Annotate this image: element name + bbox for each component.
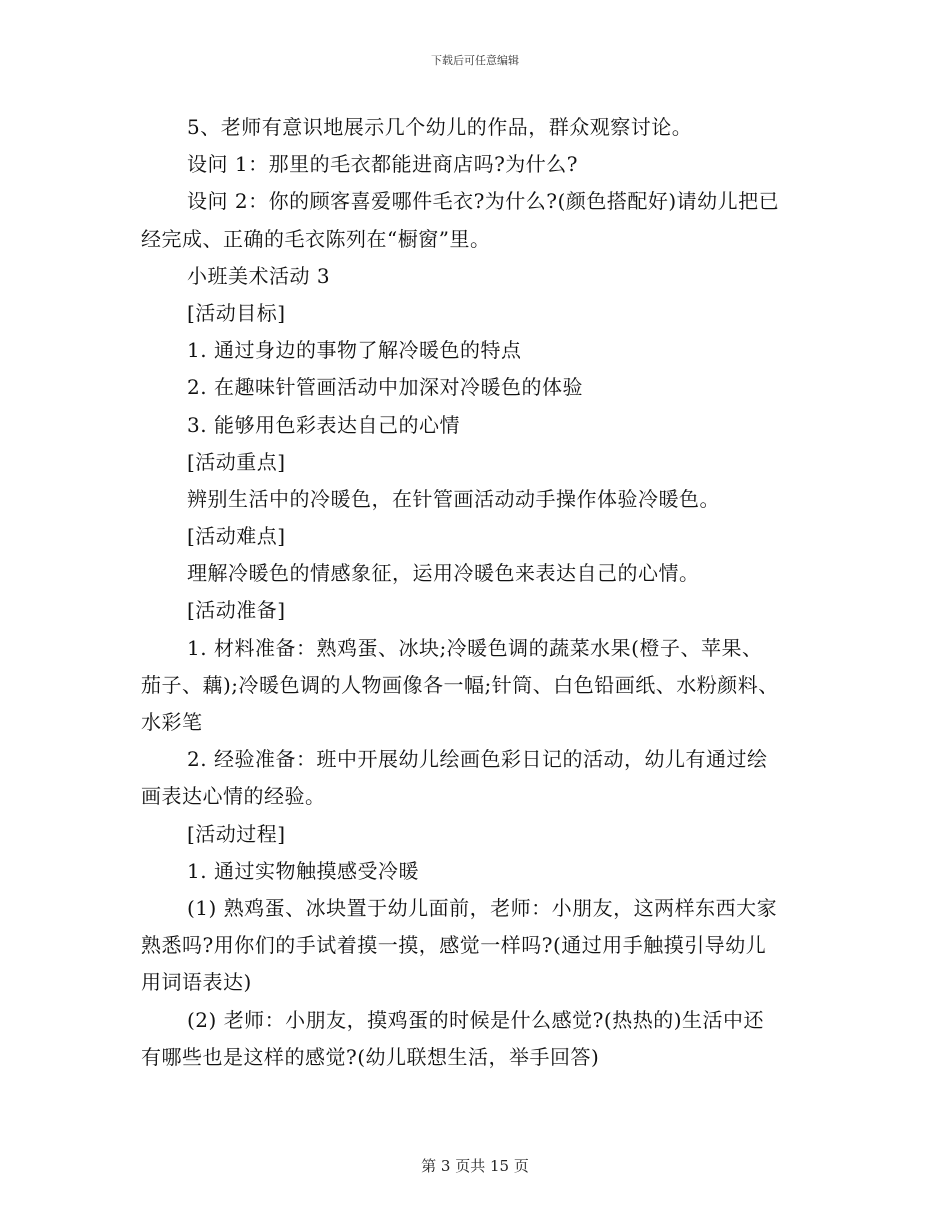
text-line: 设问 2：你的顾客喜爱哪件毛衣?为什么?(颜色搭配好)请幼儿把已 [187,189,780,214]
text-line: 理解冷暖色的情感象征，运用冷暖色来表达自己的心情。 [187,561,700,586]
text-line: 画表达心情的经验。 [141,784,326,809]
text-line: 辨别生活中的冷暖色，在针管画活动动手操作体验冷暖色。 [187,486,720,511]
text-line: 小班美术活动 3 [187,263,331,288]
text-line: 有哪些也是这样的感觉?(幼儿联想生活，举手回答) [141,1044,600,1069]
text-line: 熟悉吗?用你们的手试着摸一摸，感觉一样吗?(通过用手触摸引导幼儿 [141,933,767,958]
page-header-note: 下载后可任意编辑 [431,54,519,67]
text-line: 2. 在趣味针管画活动中加深对冷暖色的体验 [187,375,583,400]
text-line: 2. 经验准备：班中开展幼儿绘画色彩日记的活动，幼儿有通过绘 [187,747,768,772]
text-line: 1. 通过实物触摸感受冷暖 [187,858,419,883]
text-line: 5、老师有意识地展示几个幼儿的作品，群众观察讨论。 [187,115,693,139]
text-line: [活动准备] [187,598,286,623]
text-line: 1. 通过身边的事物了解冷暖色的特点 [187,338,522,363]
document-body [141,109,831,1076]
text-line: [活动过程] [187,821,286,846]
text-line: 经完成、正确的毛衣陈列在“橱窗”里。 [141,226,491,251]
text-line: 设问 1：那里的毛衣都能进商店吗?为什么? [187,152,579,177]
text-line: (1) 熟鸡蛋、冰块置于幼儿面前，老师：小朋友，这两样东西大家 [187,895,778,920]
text-line: (2) 老师：小朋友，摸鸡蛋的时候是什么感觉?(热热的)生活中还 [187,1007,765,1032]
text-line: 用词语表达) [141,970,252,995]
text-line: 3. 能够用色彩表达自己的心情 [187,412,460,437]
text-line: [活动重点] [187,449,286,474]
text-line: [活动目标] [187,300,286,325]
text-line: 茄子、藕);冷暖色调的人物画像各一幅;针筒、白色铅画纸、水粉颜料、 [141,672,779,697]
text-line: [活动难点] [187,524,286,549]
text-line: 水彩笔 [141,710,203,734]
text-line: 1. 材料准备：熟鸡蛋、冰块;冷暖色调的蔬菜水果(橙子、苹果、 [187,635,763,660]
page-number-footer: 第 3 页共 15 页 [421,1157,529,1175]
